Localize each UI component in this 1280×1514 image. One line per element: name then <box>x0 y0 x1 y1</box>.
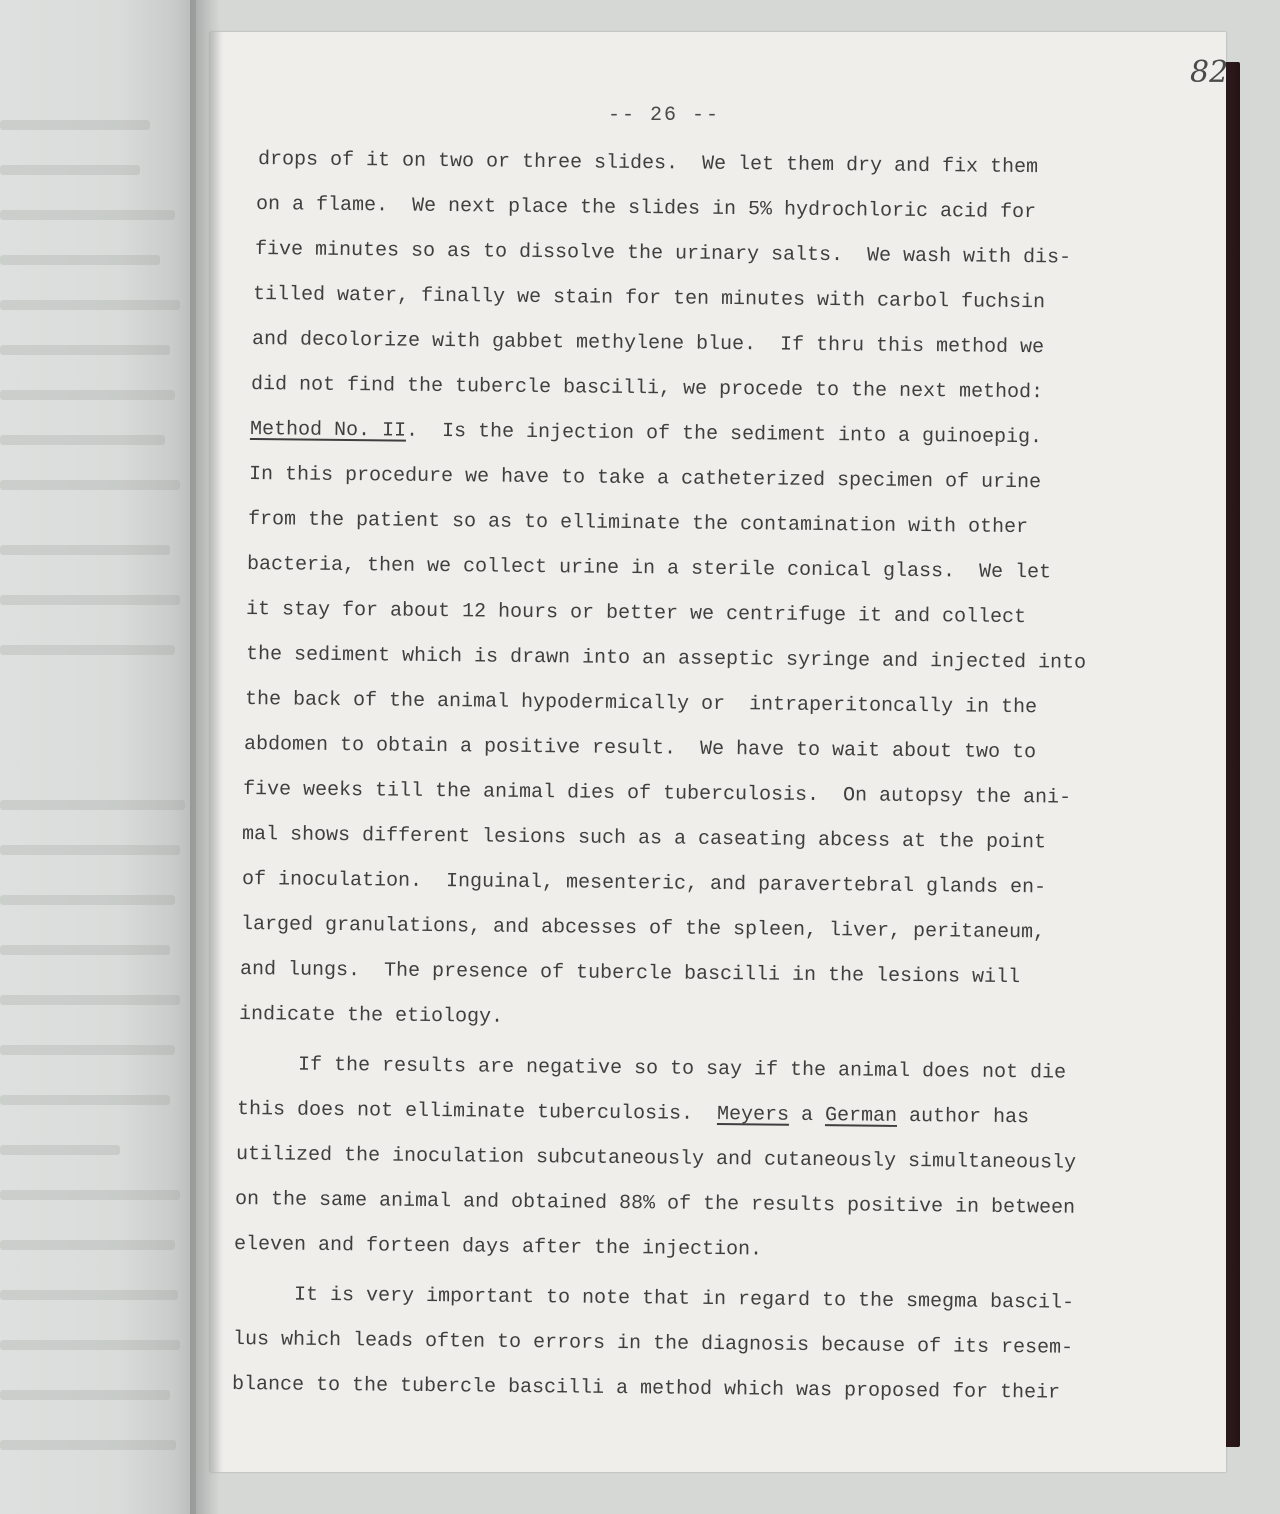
text-line <box>237 1098 1029 1130</box>
text-line: utilized the inoculation subcutaneously and cutaneously simultaneously <box>235 1143 1077 1175</box>
text-line: eleven and forteen days after the injection. <box>233 1233 763 1262</box>
text-line: It is very important to note that in regard to the smegma bascil- <box>233 1283 1075 1315</box>
text-line: mal shows different lesions such as a caseating abcess at the point <box>241 823 1047 855</box>
folio-number: 82 <box>1190 55 1229 90</box>
text-line: If the results are negative so to say if the animal does not die <box>237 1053 1067 1085</box>
text-line: five minutes so as to dissolve the urinary salts. We wash with dis- <box>254 238 1072 270</box>
text-line: on a flame. We next place the slides in 5% hydrochloric acid for <box>255 193 1037 225</box>
text-line: from the patient so as to elliminate the contamination with other <box>247 508 1029 540</box>
text-line: and decolorize with gabbet methylene blue. If thru this method we <box>251 328 1045 360</box>
text-line: of inoculation. Inguinal, mesenteric, and paravertebral glands en- <box>241 868 1047 900</box>
text-line: lus which leads often to errors in the diagnosis because of its resem- <box>232 1328 1074 1360</box>
text-line: it stay for about 12 hours or better we centrifuge it and collect <box>245 598 1027 630</box>
text-line: the sediment which is drawn into an asseptic syringe and injected into <box>245 643 1087 675</box>
text-line: drops of it on two or three slides. We let them dry and fix them <box>257 148 1039 180</box>
text-line: larged granulations, and abcesses of the spleen, liver, peritaneum, <box>240 913 1046 945</box>
text-line: on the same animal and obtained 88% of the results positive in between <box>234 1188 1076 1220</box>
text-line-start: this does not elliminate tuberculosis. <box>236 1098 718 1127</box>
author-name: Meyers <box>716 1103 790 1127</box>
text-line: indicate the etiology. <box>238 1003 504 1029</box>
text-line: the back of the animal hypodermically or intraperitoncally in the <box>244 688 1038 720</box>
page-number: -- 26 -- <box>608 104 721 127</box>
text-line: five weeks till the animal dies of tuberculosis. On autopsy the ani- <box>242 778 1072 810</box>
text-line: tilled water, finally we stain for ten minutes with carbol fuchsin <box>252 283 1046 315</box>
nationality: German <box>824 1104 898 1128</box>
text-line: and lungs. The presence of tubercle bascilli in the lesions will <box>239 958 1021 990</box>
text-line-end: author has <box>896 1104 1030 1130</box>
method-heading: Method No. II <box>249 418 407 443</box>
text-line: In this procedure we have to take a catheterized specimen of urine <box>248 463 1042 495</box>
text-line: blance to the tubercle bascilli a method which was proposed for their <box>231 1373 1061 1405</box>
text-line: abdomen to obtain a positive result. We have to wait about two to <box>243 733 1037 765</box>
text-line: did not find the tubercle bascilli, we procede to the next method: <box>250 373 1044 405</box>
text-line-rest: . Is the injection of the sediment into a guinoepig. <box>405 419 1043 450</box>
text-line-mid: a <box>788 1103 826 1128</box>
text-line <box>250 418 1042 450</box>
text-line: bacteria, then we collect urine in a sterile conical glass. We let <box>246 553 1052 585</box>
